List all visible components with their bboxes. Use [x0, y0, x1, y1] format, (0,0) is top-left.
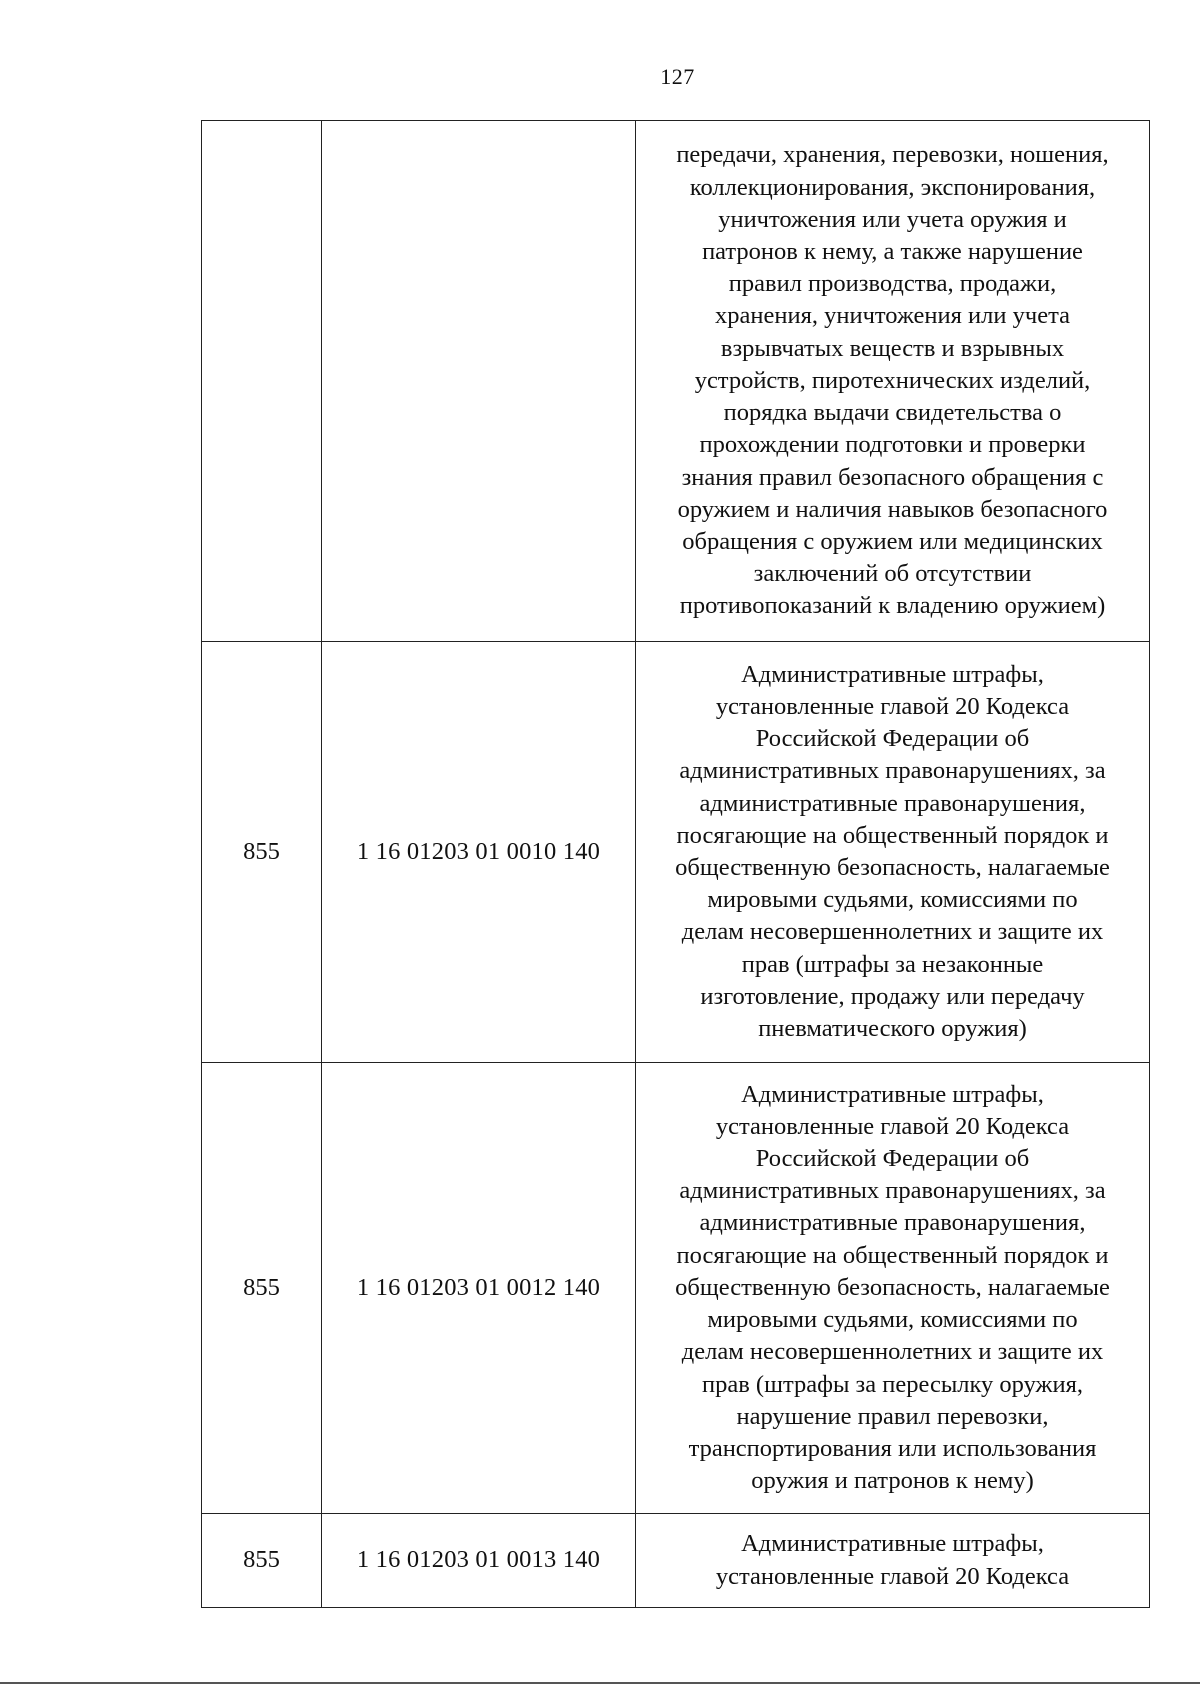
kbk-code-cell: 1 16 01203 01 0013 140 [322, 1514, 636, 1608]
description-cell: Административные штрафы, установленные главой 20 Кодекса Российской Федерации об административных правонарушениях, за административные правонарушения, посягающие на общественный порядок и общественную безопасность, налагаемые мировыми судьями, комиссиями по делам несовершеннолетних и защите их прав (штрафы за пересылку оружия, нарушение правил перевозки, транспортирования или использования оружия и патронов к нему) [636, 1063, 1150, 1514]
kbk-code-cell: 1 16 01203 01 0010 140 [322, 642, 636, 1063]
admin-code-cell: 855 [202, 642, 322, 1063]
budget-codes-table [201, 120, 1150, 1608]
table-row [202, 642, 1150, 1063]
admin-code-cell: 855 [202, 1063, 322, 1514]
page-number: 127 [660, 64, 695, 89]
table-row [202, 1514, 1150, 1608]
page-bottom-rule [0, 1682, 1200, 1684]
description-cell: Административные штрафы, установленные главой 20 Кодекса Российской Федерации об административных правонарушениях, за административные правонарушения, посягающие на общественный порядок и общественную безопасность, налагаемые мировыми судьями, комиссиями по делам несовершеннолетних и защите их прав (штрафы за незаконные изготовление, продажу или передачу пневматического оружия) [636, 642, 1150, 1063]
table-row [202, 1063, 1150, 1514]
description-cell: Административные штрафы, установленные главой 20 Кодекса [636, 1514, 1150, 1608]
kbk-code-cell: 1 16 01203 01 0012 140 [322, 1063, 636, 1514]
kbk-code-cell [322, 121, 636, 642]
admin-code-cell [202, 121, 322, 642]
admin-code-cell: 855 [202, 1514, 322, 1608]
table-row [202, 121, 1150, 642]
description-cell: передачи, хранения, перевозки, ношения, коллекционирования, экспонирования, уничтожения или учета оружия и патронов к нему, а также нарушение правил производства, продажи, хранения, уничтожения или учета взрывчатых веществ и взрывных устройств, пиротехнических изделий, порядка выдачи свидетельства о прохождении подготовки и проверки знания правил безопасного обращения с оружием и наличия навыков безопасного обращения с оружием или медицинских заключений об отсутствии противопоказаний к владению оружием) [636, 121, 1150, 642]
